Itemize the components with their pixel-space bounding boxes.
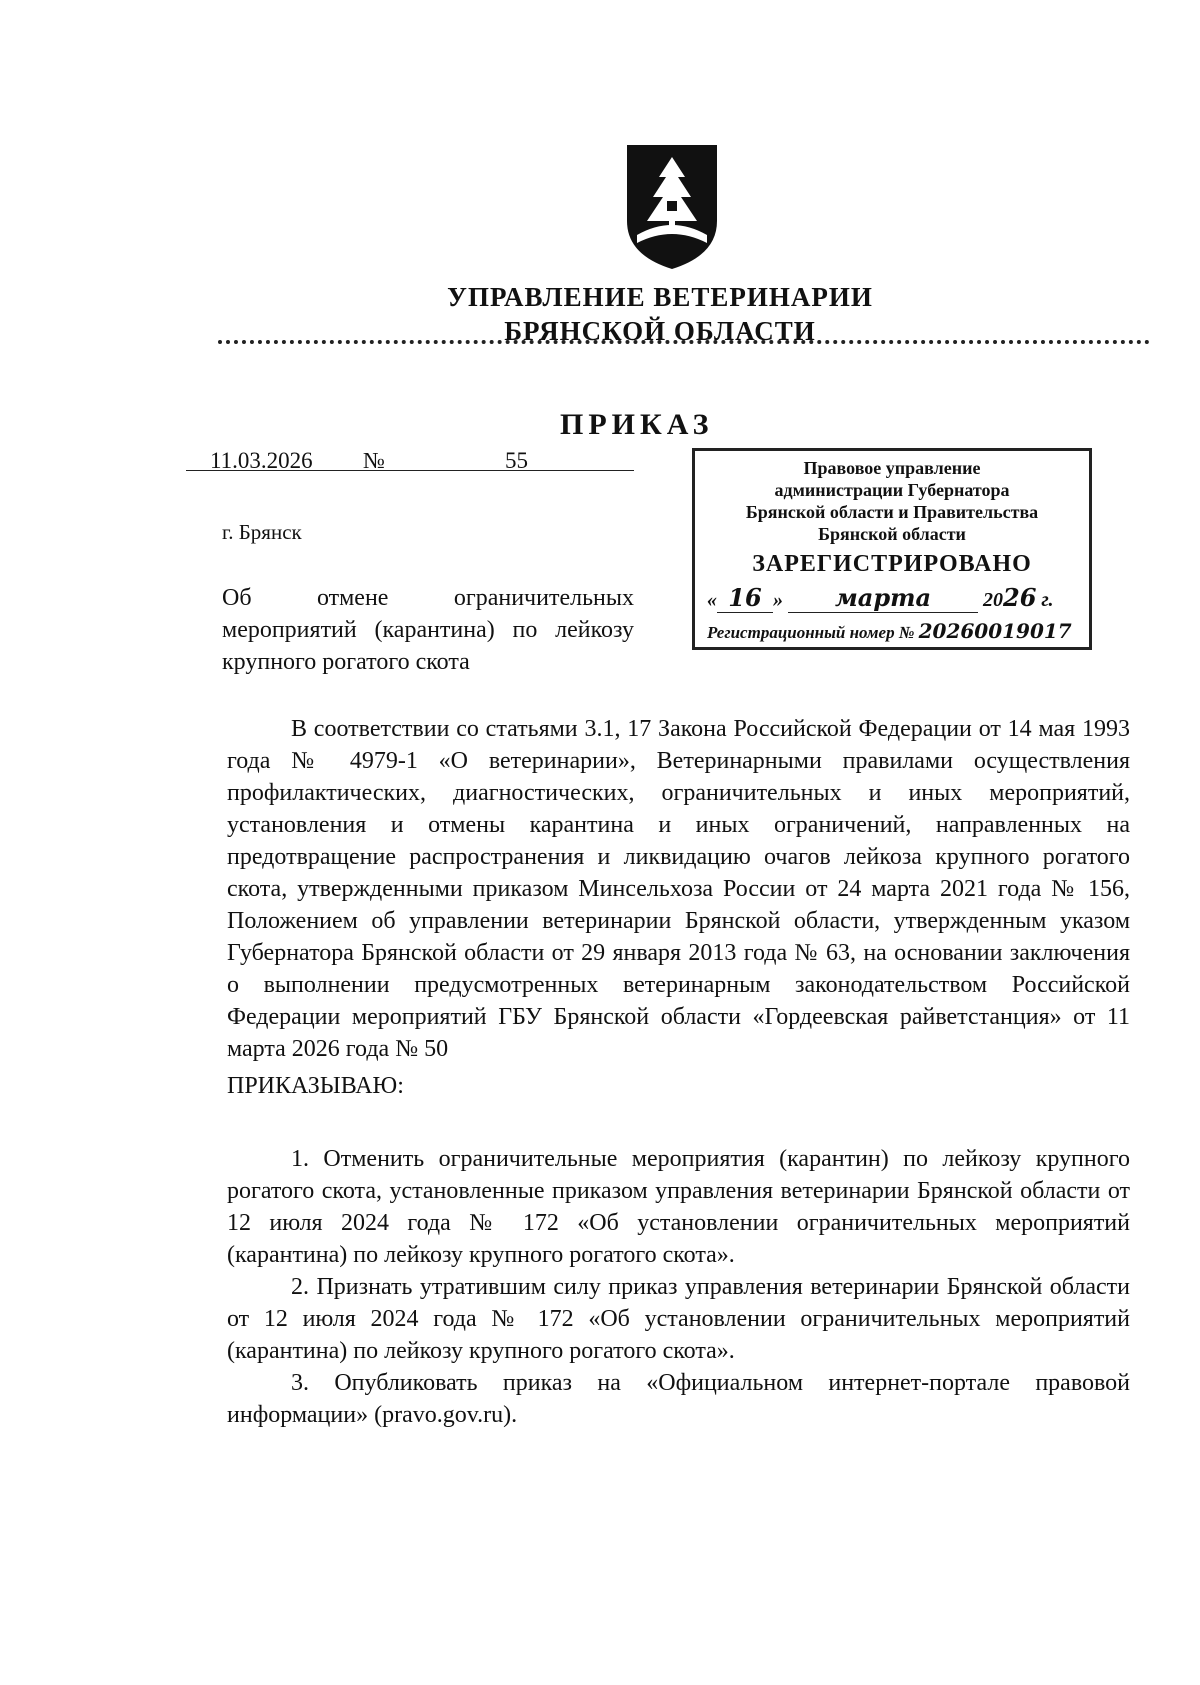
stamp-day: 16 xyxy=(717,583,773,613)
stamp-line3: Брянской области и Правительства xyxy=(745,502,1039,522)
stamp-reg-label: Регистрационный номер № xyxy=(707,623,915,642)
document-subject: Об отмене ограничительных мероприятий (карантина) по лейкозу крупного рогатого скота xyxy=(222,585,634,675)
header-divider xyxy=(218,340,1150,344)
stamp-year-prefix: 20 xyxy=(983,589,1003,611)
stamp-line1: Правовое управление xyxy=(803,458,981,478)
stamp-year-mark: г. xyxy=(1041,589,1054,611)
stamp-status: ЗАРЕГИСТРИРОВАНО xyxy=(752,551,1032,577)
preamble-paragraph: В соответствии со статьями 3.1, 17 Закона Российской Федерации от 14 мая 1993 года № 4979-1 «О ветеринарии», Ветеринарными правилами осуществления профилактических, диагностических, ограничительных и иных мероприятий, установления и отмены карантина и иных ограничений, направленных на предотвращение распространения и ликвидацию очагов лейкоза крупного рогатого скота, утвержденными приказом Минсельхоза России от 24 марта 2021 года № 156, Положением об управлении ветеринарии Брянской области, утвержденным указом Губернатора Брянской области от 29 января 2013 года № 63, на основании заключения о выполнении предусмотренных ветеринарным законодательством Российской Федерации мероприятий ГБУ Брянской области «Гордеевская райветстанция» от 11 марта 2026 года № 50 xyxy=(227,716,1130,1062)
order-item-2: 2. Признать утратившим силу приказ управления ветеринарии Брянской области от 12 июля 2024 года № 172 «Об установлении ограничительных мероприятий (карантина) по лейкозу крупного рогатого скота». xyxy=(227,1274,1130,1364)
stamp-year-suffix: 26 xyxy=(1003,583,1037,612)
stamp-line2: администрации Губернатора xyxy=(774,480,1010,500)
stamp-line4: Брянской области xyxy=(818,524,966,544)
order-item-3: 3. Опубликовать приказ на «Официальном интернет-портале правовой информации» (pravo.gov.ru). xyxy=(227,1370,1130,1428)
stamp-month: марта xyxy=(788,583,978,613)
stamp-reg-number: 20260019017 xyxy=(918,619,1072,643)
document-date: 11.03.2026 xyxy=(210,448,313,473)
organization-name-line1: УПРАВЛЕНИЕ ВЕТЕРИНАРИИ xyxy=(447,282,873,312)
number-label: № xyxy=(363,448,385,473)
order-item-1: 1. Отменить ограничительные мероприятия (карантин) по лейкозу крупного рогатого скота, установленные приказом управления ветеринарии Брянской области от 12 июля 2024 года № 172 «Об установлении ограничительных мероприятий (карантина) по лейкозу крупного рогатого скота». xyxy=(227,1146,1130,1268)
document-type: ПРИКАЗ xyxy=(560,408,714,441)
registration-stamp xyxy=(692,448,1092,650)
stamp-reg-row xyxy=(707,619,1085,643)
document-city: г. Брянск xyxy=(222,520,302,544)
stamp-date-row: « 16 » марта 2026 г. xyxy=(707,583,1054,612)
coat-of-arms-icon xyxy=(623,143,721,271)
organization-name-line2: БРЯНСКОЙ ОБЛАСТИ xyxy=(504,316,816,346)
document-number: 55 xyxy=(505,448,528,473)
order-word: ПРИКАЗЫВАЮ: xyxy=(227,1073,404,1099)
order-items xyxy=(227,1143,1130,1431)
